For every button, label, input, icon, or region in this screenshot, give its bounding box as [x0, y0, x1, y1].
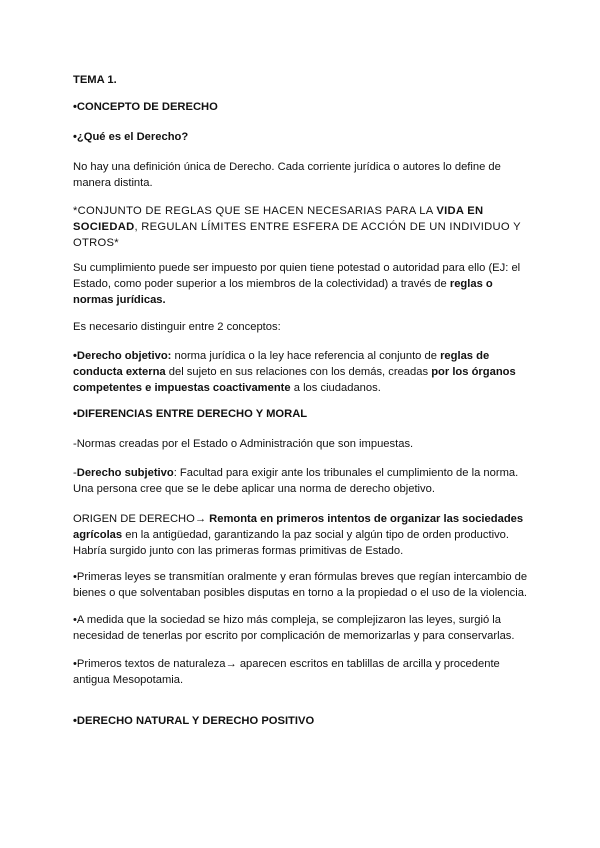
primeras-leyes-paragraph: •Primeras leyes se transmitían oralmente y eran fórmulas breves que regían intercambio de bienes o que solventaban posibles disputas en torno a la propiedad o el uso de la violencia. — [73, 571, 528, 599]
primeros-textos-paragraph: •Primeros textos de naturaleza→ aparecen escritos en tablillas de arcilla y procedente antigua Mesopotamia. — [73, 658, 500, 686]
que-es-heading: •¿Qué es el Derecho? — [73, 131, 189, 143]
diferencias-heading: •DIFERENCIAS ENTRE DERECHO Y MORAL — [73, 408, 308, 420]
conjunto-paragraph: *CONJUNTO DE REGLAS QUE SE HACEN NECESARIAS PARA LA VIDA EN SOCIEDAD, REGULAN LÍMITES ENTRE ESFERA DE ACCIÓN DE UN INDIVIDUO Y OTROS* — [73, 205, 521, 249]
normas-paragraph: -Normas creadas por el Estado o Administración que son impuestas. — [73, 438, 414, 450]
medida-paragraph: •A medida que la sociedad se hizo más compleja, se complejizaron las leyes, surgió la necesidad de tenerlas por escrito por complicación de memorizarlas y para conservarlas. — [73, 614, 515, 642]
cumplimiento-paragraph: Su cumplimiento puede ser impuesto por quien tiene potestad o autoridad para ello (EJ: el Estado, como poder superior a los miembros de la colectividad) a través de reglas o normas jurídicas. — [73, 262, 521, 306]
natural-positivo-heading: •DERECHO NATURAL Y DERECHO POSITIVO — [73, 715, 315, 727]
concepto-heading: •CONCEPTO DE DERECHO — [73, 101, 218, 113]
distinguir-paragraph: Es necesario distinguir entre 2 conceptos: — [73, 321, 281, 333]
origen-paragraph: ORIGEN DE DERECHO→ Remonta en primeros intentos de organizar las sociedades agrícolas en la antigüedad, garantizando la paz social y algún tipo de orden productivo. Habría surgido junto con las primeras formas primitivas de Estado. — [73, 513, 524, 557]
derecho-subjetivo-paragraph: -Derecho subjetivo: Facultad para exigir ante los tribunales el cumplimiento de la norma. Una persona cree que se le debe aplicar una norma de derecho objetivo. — [73, 467, 519, 495]
tema-title: TEMA 1. — [73, 74, 117, 86]
derecho-objetivo-paragraph: •Derecho objetivo: norma jurídica o la ley hace referencia al conjunto de reglas de conducta externa del sujeto en sus relaciones con los demás, creadas por los órganos competentes e impuestas coactivamente a los ciudadanos. — [73, 350, 516, 394]
definicion-paragraph: No hay una definición única de Derecho. Cada corriente jurídica o autores lo define de manera distinta. — [73, 161, 501, 189]
